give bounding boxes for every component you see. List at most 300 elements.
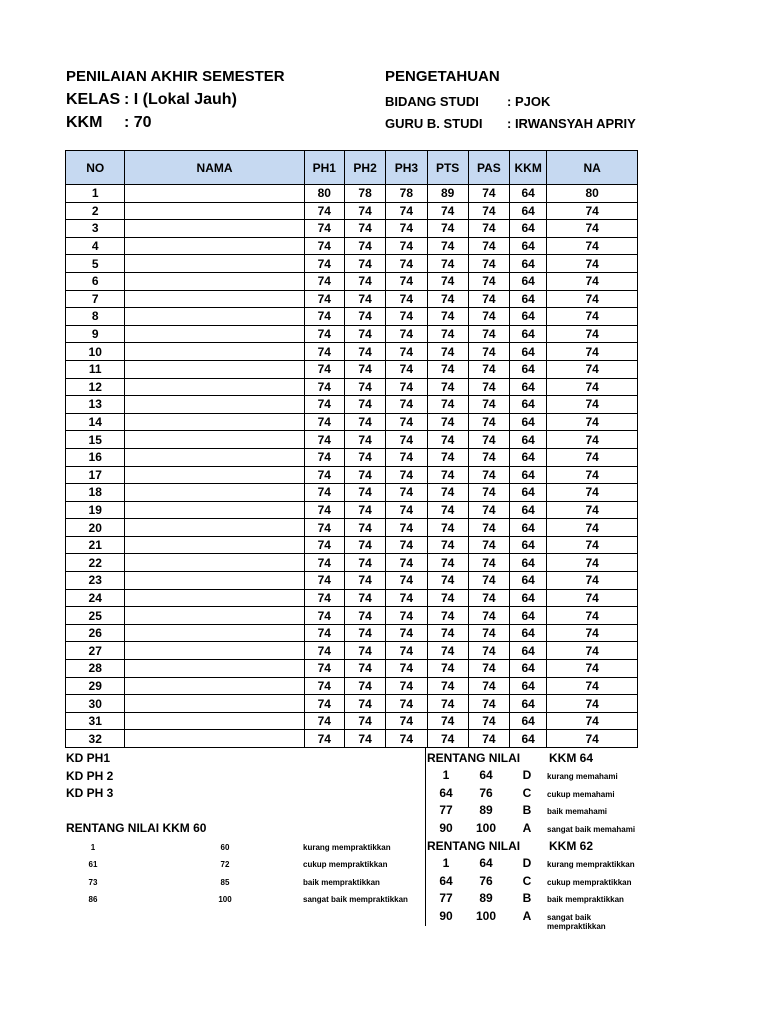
cell-ph3: 74 (386, 237, 427, 255)
cell-pas: 74 (468, 624, 509, 642)
cell-pts: 74 (427, 712, 468, 730)
cell-na: 74 (547, 572, 638, 590)
cell-ph1: 74 (304, 589, 344, 607)
cell-pts: 74 (427, 572, 468, 590)
column-header-ph3: PH3 (386, 151, 427, 185)
table-row (66, 501, 638, 519)
cell-na: 74 (547, 448, 638, 466)
cell-ph3: 74 (386, 290, 427, 308)
aspect-title: PENGETAHUAN (385, 68, 500, 85)
cell-pas: 74 (468, 607, 509, 625)
cell-na: 74 (547, 290, 638, 308)
cell-nama (125, 554, 304, 572)
rentang62-desc: baik mempraktikkan (547, 895, 624, 904)
table-row (66, 308, 638, 326)
cell-na: 74 (547, 237, 638, 255)
cell-ph2: 74 (344, 413, 385, 431)
cell-na: 74 (547, 396, 638, 414)
cell-kkm: 64 (510, 237, 547, 255)
cell-pas: 74 (468, 712, 509, 730)
rentang60-max: 72 (220, 860, 230, 869)
column-header-no: NO (66, 151, 125, 185)
cell-ph2: 74 (344, 642, 385, 660)
table-row (66, 484, 638, 502)
rentang64-grade: C (522, 786, 532, 800)
cell-pts: 74 (427, 448, 468, 466)
cell-ph2: 74 (344, 607, 385, 625)
cell-no: 14 (66, 413, 125, 431)
cell-pts: 74 (427, 413, 468, 431)
cell-pts: 74 (427, 431, 468, 449)
cell-ph1: 74 (304, 308, 344, 326)
table-row (66, 360, 638, 378)
table-row (66, 202, 638, 220)
cell-no: 20 (66, 519, 125, 537)
cell-ph2: 74 (344, 695, 385, 713)
cell-ph3: 74 (386, 255, 427, 273)
cell-ph1: 74 (304, 677, 344, 695)
cell-ph1: 74 (304, 343, 344, 361)
cell-ph1: 74 (304, 202, 344, 220)
rentang62-grade: D (522, 856, 532, 870)
cell-pas: 74 (468, 378, 509, 396)
cell-no: 31 (66, 712, 125, 730)
cell-ph3: 74 (386, 360, 427, 378)
rentang64-desc: kurang memahami (547, 772, 618, 781)
cell-ph3: 74 (386, 343, 427, 361)
table-row (66, 220, 638, 238)
rentang64-min: 77 (439, 803, 453, 817)
cell-nama (125, 360, 304, 378)
bidang-value: : PJOK (507, 94, 551, 109)
cell-no: 9 (66, 325, 125, 343)
cell-pts: 74 (427, 272, 468, 290)
table-row (66, 378, 638, 396)
cell-ph2: 74 (344, 660, 385, 678)
list-item (427, 909, 642, 931)
cell-ph2: 74 (344, 220, 385, 238)
cell-ph2: 74 (344, 624, 385, 642)
cell-na: 74 (547, 360, 638, 378)
cell-kkm: 64 (510, 519, 547, 537)
table-row (66, 237, 638, 255)
cell-ph2: 74 (344, 360, 385, 378)
cell-ph3: 74 (386, 660, 427, 678)
cell-nama (125, 343, 304, 361)
cell-ph1: 74 (304, 501, 344, 519)
cell-ph1: 74 (304, 572, 344, 590)
rentang62-max: 64 (479, 856, 493, 870)
cell-kkm: 64 (510, 290, 547, 308)
cell-na: 74 (547, 272, 638, 290)
rentang62-desc: kurang mempraktikkan (547, 860, 635, 869)
cell-nama (125, 237, 304, 255)
cell-no: 16 (66, 448, 125, 466)
divider-line (425, 748, 426, 926)
cell-na: 74 (547, 519, 638, 537)
cell-na: 74 (547, 589, 638, 607)
cell-no: 21 (66, 536, 125, 554)
list-item (427, 821, 642, 838)
cell-ph3: 74 (386, 554, 427, 572)
cell-pts: 74 (427, 660, 468, 678)
cell-ph3: 74 (386, 325, 427, 343)
cell-ph1: 74 (304, 396, 344, 414)
cell-nama (125, 624, 304, 642)
cell-no: 32 (66, 730, 125, 748)
cell-pts: 74 (427, 484, 468, 502)
cell-pas: 74 (468, 237, 509, 255)
cell-na: 74 (547, 624, 638, 642)
cell-no: 5 (66, 255, 125, 273)
cell-kkm: 64 (510, 431, 547, 449)
cell-pas: 74 (468, 308, 509, 326)
rentang64-title: RENTANG NILAI (427, 751, 521, 765)
cell-kkm: 64 (510, 185, 547, 203)
cell-no: 27 (66, 642, 125, 660)
cell-kkm: 64 (510, 396, 547, 414)
cell-pas: 74 (468, 413, 509, 431)
cell-pts: 74 (427, 677, 468, 695)
cell-pts: 74 (427, 290, 468, 308)
cell-na: 74 (547, 431, 638, 449)
cell-ph1: 74 (304, 607, 344, 625)
table-header-row (66, 151, 638, 185)
cell-ph2: 74 (344, 484, 385, 502)
cell-ph1: 74 (304, 642, 344, 660)
table-row (66, 272, 638, 290)
rentang64-max: 100 (475, 821, 497, 835)
table-row (66, 712, 638, 730)
cell-na: 74 (547, 536, 638, 554)
cell-kkm: 64 (510, 501, 547, 519)
table-row (66, 466, 638, 484)
table-row (66, 519, 638, 537)
rentang64-grade: A (522, 821, 532, 835)
table-row (66, 536, 638, 554)
cell-pas: 74 (468, 501, 509, 519)
cell-ph3: 74 (386, 202, 427, 220)
rentang62-max: 100 (475, 909, 497, 923)
kelas-value: : I (Lokal Jauh) (124, 91, 237, 108)
cell-ph3: 74 (386, 466, 427, 484)
cell-ph2: 74 (344, 589, 385, 607)
table-body (66, 185, 638, 748)
column-header-na: NA (547, 151, 638, 185)
cell-pas: 74 (468, 290, 509, 308)
column-header-ph1: PH1 (304, 151, 344, 185)
table-row (66, 607, 638, 625)
cell-ph1: 74 (304, 730, 344, 748)
cell-nama (125, 695, 304, 713)
cell-ph2: 74 (344, 237, 385, 255)
cell-no: 2 (66, 202, 125, 220)
rentang62-min: 1 (442, 856, 450, 870)
list-item (427, 874, 642, 891)
cell-ph3: 74 (386, 413, 427, 431)
cell-pas: 74 (468, 220, 509, 238)
cell-pts: 74 (427, 255, 468, 273)
cell-pas: 74 (468, 484, 509, 502)
cell-ph3: 74 (386, 730, 427, 748)
rentang62-desc: cukup mempraktikkan (547, 878, 632, 887)
rentang62-min: 64 (439, 874, 453, 888)
cell-pas: 74 (468, 730, 509, 748)
cell-ph3: 74 (386, 536, 427, 554)
list-item (427, 786, 642, 803)
cell-pts: 74 (427, 642, 468, 660)
rentang64-kkm: KKM 64 (549, 751, 594, 765)
cell-ph3: 74 (386, 519, 427, 537)
cell-pts: 74 (427, 343, 468, 361)
cell-na: 74 (547, 484, 638, 502)
cell-ph2: 74 (344, 431, 385, 449)
cell-nama (125, 308, 304, 326)
cell-nama (125, 660, 304, 678)
table-row (66, 642, 638, 660)
cell-nama (125, 448, 304, 466)
cell-ph3: 74 (386, 642, 427, 660)
table-row (66, 589, 638, 607)
cell-ph1: 74 (304, 448, 344, 466)
list-item (427, 803, 642, 820)
kd-ph1: KD PH1 (66, 751, 111, 765)
rentang64-min: 1 (442, 768, 450, 782)
cell-ph1: 74 (304, 695, 344, 713)
kkm-label: KKM (66, 114, 103, 131)
cell-pas: 74 (468, 677, 509, 695)
cell-na: 74 (547, 677, 638, 695)
cell-pts: 74 (427, 308, 468, 326)
cell-ph2: 74 (344, 343, 385, 361)
cell-no: 17 (66, 466, 125, 484)
cell-ph2: 74 (344, 396, 385, 414)
cell-ph2: 74 (344, 290, 385, 308)
list-item (60, 843, 420, 860)
cell-ph1: 80 (304, 185, 344, 203)
cell-no: 3 (66, 220, 125, 238)
cell-nama (125, 536, 304, 554)
cell-nama (125, 378, 304, 396)
cell-ph2: 74 (344, 730, 385, 748)
table-row (66, 660, 638, 678)
table-row (66, 413, 638, 431)
cell-pas: 74 (468, 431, 509, 449)
cell-ph2: 74 (344, 501, 385, 519)
column-header-kkm: KKM (510, 151, 547, 185)
cell-na: 74 (547, 220, 638, 238)
cell-pas: 74 (468, 272, 509, 290)
cell-nama (125, 202, 304, 220)
cell-ph3: 74 (386, 484, 427, 502)
cell-pas: 74 (468, 185, 509, 203)
cell-pts: 74 (427, 202, 468, 220)
cell-pas: 74 (468, 695, 509, 713)
cell-ph2: 74 (344, 554, 385, 572)
table-row (66, 255, 638, 273)
cell-ph2: 74 (344, 378, 385, 396)
list-item (60, 860, 420, 877)
cell-kkm: 64 (510, 554, 547, 572)
cell-ph3: 78 (386, 185, 427, 203)
cell-nama (125, 413, 304, 431)
cell-kkm: 64 (510, 695, 547, 713)
cell-pts: 89 (427, 185, 468, 203)
cell-na: 74 (547, 712, 638, 730)
cell-pts: 74 (427, 325, 468, 343)
cell-pas: 74 (468, 660, 509, 678)
cell-ph2: 74 (344, 448, 385, 466)
cell-ph3: 74 (386, 712, 427, 730)
cell-ph1: 74 (304, 290, 344, 308)
cell-pas: 74 (468, 325, 509, 343)
bidang-label: BIDANG STUDI (385, 94, 479, 109)
cell-na: 74 (547, 730, 638, 748)
cell-ph1: 74 (304, 712, 344, 730)
cell-pts: 74 (427, 519, 468, 537)
cell-ph1: 74 (304, 378, 344, 396)
grades-table (65, 150, 638, 748)
cell-pts: 74 (427, 624, 468, 642)
cell-ph1: 74 (304, 255, 344, 273)
cell-na: 74 (547, 554, 638, 572)
cell-ph2: 74 (344, 677, 385, 695)
cell-nama (125, 712, 304, 730)
cell-kkm: 64 (510, 589, 547, 607)
cell-pts: 74 (427, 501, 468, 519)
column-header-ph2: PH2 (344, 151, 385, 185)
cell-na: 74 (547, 308, 638, 326)
cell-ph2: 74 (344, 202, 385, 220)
rentang64-grade: D (522, 768, 532, 782)
cell-nama (125, 466, 304, 484)
list-item (60, 895, 420, 912)
cell-pas: 74 (468, 360, 509, 378)
cell-no: 10 (66, 343, 125, 361)
cell-ph3: 74 (386, 501, 427, 519)
cell-pas: 74 (468, 642, 509, 660)
cell-na: 74 (547, 202, 638, 220)
cell-na: 74 (547, 501, 638, 519)
cell-no: 22 (66, 554, 125, 572)
cell-ph3: 74 (386, 431, 427, 449)
rentang62-desc: sangat baik mempraktikkan (547, 913, 606, 931)
page-title: PENILAIAN AKHIR SEMESTER (66, 68, 285, 85)
cell-ph2: 74 (344, 712, 385, 730)
rentang60-max: 85 (220, 878, 230, 887)
cell-ph3: 74 (386, 607, 427, 625)
rentang60-min: 86 (88, 895, 98, 904)
cell-no: 7 (66, 290, 125, 308)
cell-pas: 74 (468, 255, 509, 273)
cell-na: 74 (547, 413, 638, 431)
cell-ph3: 74 (386, 378, 427, 396)
cell-no: 6 (66, 272, 125, 290)
cell-pas: 74 (468, 202, 509, 220)
table-row (66, 448, 638, 466)
cell-ph3: 74 (386, 624, 427, 642)
rentang62-max: 76 (479, 874, 493, 888)
cell-pts: 74 (427, 220, 468, 238)
table-row (66, 624, 638, 642)
cell-ph2: 74 (344, 325, 385, 343)
table-row (66, 343, 638, 361)
cell-no: 23 (66, 572, 125, 590)
guru-label: GURU B. STUDI (385, 116, 483, 131)
cell-pas: 74 (468, 396, 509, 414)
cell-nama (125, 484, 304, 502)
cell-no: 12 (66, 378, 125, 396)
list-item (60, 878, 420, 895)
cell-pts: 74 (427, 237, 468, 255)
cell-kkm: 64 (510, 448, 547, 466)
cell-kkm: 64 (510, 255, 547, 273)
table-row (66, 325, 638, 343)
cell-nama (125, 272, 304, 290)
cell-ph3: 74 (386, 572, 427, 590)
cell-na: 74 (547, 343, 638, 361)
cell-kkm: 64 (510, 536, 547, 554)
cell-ph2: 74 (344, 272, 385, 290)
cell-kkm: 64 (510, 712, 547, 730)
cell-kkm: 64 (510, 624, 547, 642)
cell-pts: 74 (427, 360, 468, 378)
rentang64-max: 76 (479, 786, 493, 800)
cell-nama (125, 255, 304, 273)
cell-kkm: 64 (510, 484, 547, 502)
rentang60-desc: cukup mempraktikkan (303, 860, 388, 869)
cell-pas: 74 (468, 554, 509, 572)
cell-no: 30 (66, 695, 125, 713)
rentang60-min: 73 (88, 878, 98, 887)
cell-ph3: 74 (386, 272, 427, 290)
cell-pts: 74 (427, 378, 468, 396)
cell-nama (125, 572, 304, 590)
kelas-label: KELAS (66, 91, 121, 108)
cell-ph1: 74 (304, 325, 344, 343)
cell-ph1: 74 (304, 624, 344, 642)
cell-pas: 74 (468, 536, 509, 554)
column-header-pts: PTS (427, 151, 468, 185)
cell-na: 74 (547, 255, 638, 273)
rentang62-min: 77 (439, 891, 453, 905)
cell-nama (125, 730, 304, 748)
cell-ph3: 74 (386, 396, 427, 414)
cell-pas: 74 (468, 589, 509, 607)
cell-ph2: 74 (344, 572, 385, 590)
cell-ph3: 74 (386, 448, 427, 466)
cell-nama (125, 607, 304, 625)
cell-kkm: 64 (510, 466, 547, 484)
cell-no: 25 (66, 607, 125, 625)
cell-nama (125, 677, 304, 695)
rentang62-grade: B (522, 891, 532, 905)
list-item (427, 856, 642, 873)
cell-na: 74 (547, 660, 638, 678)
cell-na: 74 (547, 466, 638, 484)
kd-ph3: KD PH 3 (66, 786, 114, 800)
cell-no: 13 (66, 396, 125, 414)
column-header-nama: NAMA (125, 151, 304, 185)
cell-ph1: 74 (304, 413, 344, 431)
cell-ph1: 74 (304, 431, 344, 449)
rentang62-kkm: KKM 62 (549, 839, 594, 853)
cell-kkm: 64 (510, 730, 547, 748)
cell-kkm: 64 (510, 360, 547, 378)
cell-ph1: 74 (304, 536, 344, 554)
rentang60-max: 60 (220, 843, 230, 852)
cell-pts: 74 (427, 554, 468, 572)
